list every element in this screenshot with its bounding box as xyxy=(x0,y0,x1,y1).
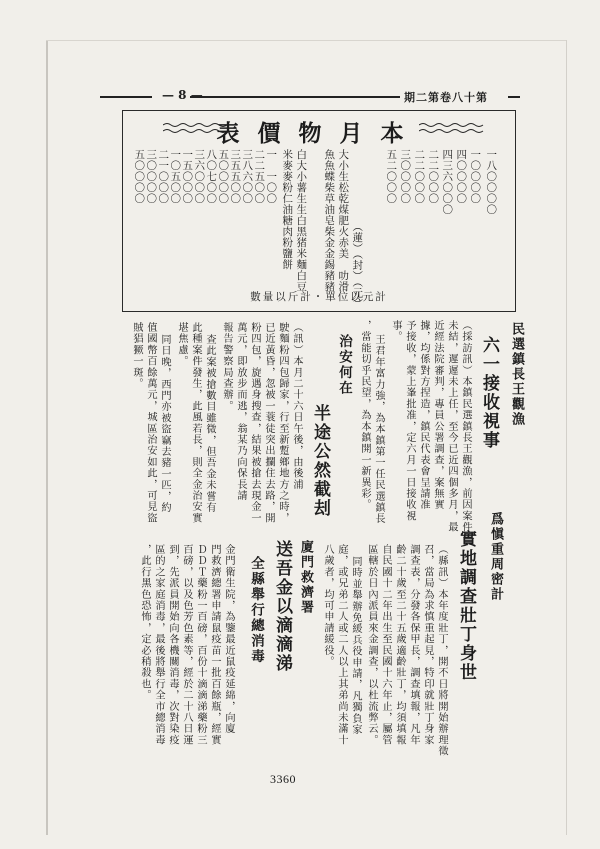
price-column: 四〇〇〇〇 xyxy=(455,149,468,204)
running-header xyxy=(100,88,520,104)
article-election-line: （採訪訊）本鎮民選鎮長王觀漁，前因案件 xyxy=(460,320,471,533)
price-column: 二二五〇〇 xyxy=(253,149,266,204)
article-census-line: 八歲者，均可申請緩役。 xyxy=(322,544,333,668)
price-column: 魚魚蝶柴草油皂柴金金錫豬豬 xyxy=(323,149,336,292)
price-column: 二二〇〇〇 xyxy=(427,149,440,204)
price-column: 白大小薯生生白黑猪米麵白豆 xyxy=(295,149,308,292)
price-column: 一八〇〇〇〇 xyxy=(485,149,498,215)
price-column: 三六〇〇〇 xyxy=(193,149,206,204)
article-ddt-line: 區的之家庭消毒，最後將舉行全市總消毒 xyxy=(153,544,164,746)
price-table xyxy=(122,110,516,312)
article-robbery-line: 已近黃昏，忽被一蓑徒突出攔住去路，開 xyxy=(263,322,274,524)
article-robbery-line: （訊）本月二十六日午後，由後浦 xyxy=(291,322,302,490)
header-rule-left xyxy=(100,96,152,98)
price-column: 一五〇〇〇 xyxy=(181,149,194,204)
article-census-tag: 爲愼重周密計 xyxy=(488,512,503,602)
article-ddt-line: ＤＤＴ藥粉一百磅，百份十滴滴涕藥粉三 xyxy=(195,544,206,746)
price-column: 二一〇〇〇 xyxy=(157,149,170,204)
article-robbery-line: 賊猖獗一斑。 xyxy=(131,322,142,390)
article-robbery-line: 粉四包，旋遇身搜查，結果被搶去現金一 xyxy=(249,322,260,524)
article-census-line: （縣訊）本年度壯丁，開不日將開始辦理徵 xyxy=(436,544,447,757)
header-issue: 期二第卷八十第 xyxy=(404,91,488,104)
article-census-line: 同時並舉辦免緩兵役申請，凡獨負家 xyxy=(350,556,361,736)
footer-page-number: 3360 xyxy=(270,772,296,786)
article-robbery-line: 萬元，即放步而逃，翁某乃向保長請 xyxy=(235,322,246,502)
article-census-line: 召，當局為求慎重起見，特印就壯丁身家 xyxy=(422,544,433,746)
article-robbery-line: 駛麵粉四包歸家，行至新蹔鄉地方之時， xyxy=(277,322,288,524)
price-column: （蓮）（封）（元） xyxy=(351,149,364,310)
article-election-line: 王君年富力強，為本鎮第一任民選鎮長 xyxy=(373,334,384,525)
article-robbery-line: 值國幣百餘萬元，城區治安如此，可見盜 xyxy=(145,322,156,524)
article-election-line: 近經法院審判，專員公署調查，案無實 xyxy=(432,320,443,511)
article-ddt-line: ，此行黑色恐怖，定必稍殺也。 xyxy=(139,544,150,701)
article-ddt-subtitle: 全縣舉行總消毒 xyxy=(248,556,264,665)
ornament-wave-right xyxy=(419,122,485,134)
article-election-line: 據，均係對方捏造，鎮民代表會呈請准 xyxy=(418,320,429,511)
article-election-subtitle: 民選鎮長王觀漁 xyxy=(509,322,524,427)
article-ddt-line: 百磅，以及色芳色素等，經於二十八日運 xyxy=(181,544,192,746)
article-census-line: 自民國十二年出生至民國十六年止，屬管 xyxy=(380,544,391,746)
price-column: 五〇〇〇〇 xyxy=(133,149,146,204)
article-census-line: 調查表，分發各保甲長，調查填報，凡年 xyxy=(408,544,419,746)
article-election-title: 六一接收視事 xyxy=(479,336,499,450)
price-column: 一〇五〇〇 xyxy=(169,149,182,204)
price-column: 五二〇〇〇 xyxy=(385,149,398,204)
article-robbery-line: 查此案被搶數目雖微，但吾金未嘗有 xyxy=(204,334,215,514)
price-column: 大小生松乾煤肥火赤美 叻滑 xyxy=(337,149,350,292)
page-border-left xyxy=(46,40,48,835)
article-robbery-line: 同日晚，西門亦被盜竊去豬一匹，約 xyxy=(159,334,170,514)
article-ddt-line: 到，先派員開始向各機關消毒，次對染疫 xyxy=(167,544,178,746)
price-column: 三〇〇〇〇 xyxy=(399,149,412,204)
article-ddt-title: 送吾金以滴滴涕 xyxy=(272,540,292,673)
page-border-right xyxy=(566,40,567,835)
price-column: 米麥麥粉仁油糖肉粉鹽餅 xyxy=(281,149,294,270)
header-rule-right xyxy=(508,96,520,98)
article-ddt-line: 金門衛生院，為鑒最近鼠疫延綿，向廈 xyxy=(223,544,234,735)
price-table-unit-note: 數量以斤計・單位以元計 xyxy=(250,291,388,303)
article-election-line: 予接收，蒙上峯批准，定六月一日接收視 xyxy=(404,320,415,522)
header-page-number: — 8 — xyxy=(162,88,203,102)
article-census-line: 區轄於日內派員來金調查，以杜流弊云。 xyxy=(366,544,377,746)
header-rule-middle xyxy=(190,96,400,98)
article-robbery-line: 報告警察局查辦。 xyxy=(221,322,232,412)
article-robbery-line: 堪焦慮。 xyxy=(176,322,187,367)
article-census-line: 齡二十歲至二十五歲適齡壯丁，均須填報 xyxy=(394,544,405,746)
price-column: 一 一〇〇 xyxy=(265,149,278,204)
article-census-title: 實地調查壯丁身世 xyxy=(456,530,476,682)
price-column: 五〇〇〇〇 xyxy=(217,149,230,204)
price-column: 四三六〇〇〇 xyxy=(441,149,454,215)
article-census-line: 庭，或兄弟二人或二人以上其弟尚未滿十 xyxy=(336,544,347,746)
price-column: 八〇七〇〇 xyxy=(205,149,218,204)
price-column: 三五五〇〇 xyxy=(229,149,242,204)
article-election-line: 未結，遲遲未上任，至今已近四個多月，最 xyxy=(446,320,457,533)
article-robbery-title: 半途公然截刦 xyxy=(310,404,330,518)
article-ddt-tag: 廈門救濟署 xyxy=(298,540,313,615)
article-robbery-line: 此種案件發生，此風若長，則全金治安實 xyxy=(190,322,201,524)
article-election-line: 事。 xyxy=(390,320,401,343)
price-column: 三〇〇〇〇 xyxy=(145,149,158,204)
price-table-title: 表價物月本 xyxy=(216,120,422,147)
price-column: 一〇〇〇〇 xyxy=(469,149,482,204)
article-election-line: ，當能切乎民望，為本鎮開一新異彩。 xyxy=(359,320,370,511)
article-ddt-line: 門救濟總署申請鼠疫苗一批百餘瓶，經實 xyxy=(209,544,220,746)
article-security-title: 治安何在 xyxy=(336,334,352,396)
page-border-top xyxy=(46,40,566,41)
price-column: 三八六〇〇 xyxy=(241,149,254,204)
price-column: 二二〇〇〇 xyxy=(413,149,426,204)
